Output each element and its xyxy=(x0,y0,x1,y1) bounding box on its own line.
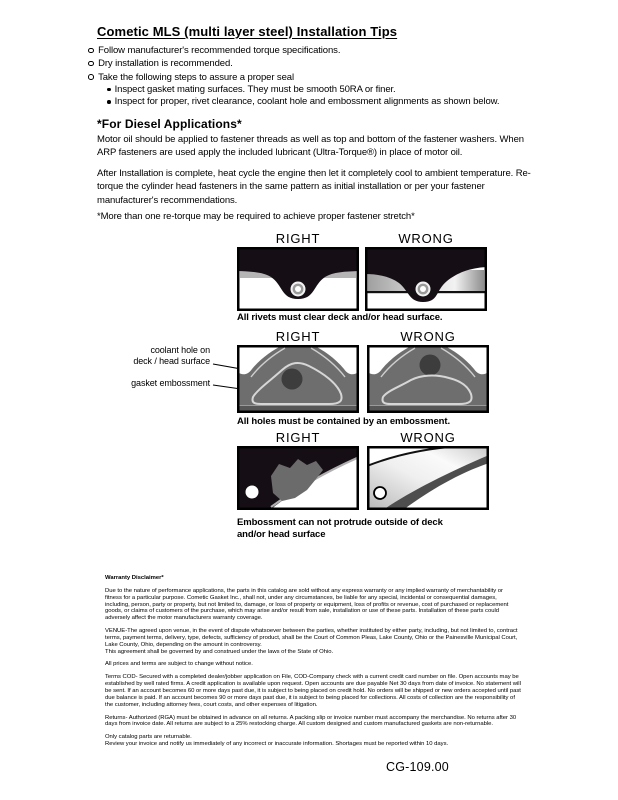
tip-text: Take the following steps to assure a proper seal xyxy=(98,71,294,83)
protrusion-right-diagram xyxy=(237,446,359,510)
warranty-disclaimer xyxy=(105,575,521,754)
rivet-clearance-right-diagram xyxy=(237,247,359,311)
row2-wrong-label: WRONG xyxy=(400,329,456,344)
embossment-right-diagram xyxy=(237,345,359,413)
disclaimer-heading: Warranty Disclaimer* xyxy=(105,575,164,581)
disclaimer-paragraph: Due to the nature of performance applications, the parts in this catalog are sold without any express warranty or any implied warranty of merchantability or fitness for a particular purpose. Cometic Gasket Inc., shall not, under any circumstances, be liable for any special, incidental or consequential damages, including, person, party or property, but not limited to, damage, or loss of property or equipment, loss of profits or revenue, cost of purchased or replacement goods, or claims of customers of the purchase, which may arise and/or result from sale, installation or use of these parts. Installation of these parts could adversely affect the motor manufacturers warranty coverage. xyxy=(105,587,509,622)
diesel-paragraph-1: Motor oil should be applied to fastener threads as well as top and bottom of the fastener washers. When ARP fasteners are used apply the included lubricant (Ultra-Torque®) in place of motor oil. xyxy=(97,134,524,159)
disclaimer-paragraph: Returns- Authorized (RGA) must be obtained in advance on all returns. A packing slip or invoice number must accompany the merchandise. No returns after 30 days from invoice date. All returns are subject to a 25% restocking charge. All custom designed and custom manufactured gaskets are non-returnable. xyxy=(105,714,517,728)
coolant-hole-annotation: coolant hole on deck / head surface xyxy=(133,345,210,366)
tip-text: Dry installation is recommended. xyxy=(98,58,233,70)
coolant-hole xyxy=(420,355,441,376)
row3-caption: Embossment can not protrude outside of deck and/or head surface xyxy=(237,517,443,540)
disclaimer-paragraph: This agreement shall be governed by and construed under the laws of the State of Ohio. xyxy=(105,648,334,655)
coolant-hole xyxy=(282,369,303,390)
tip-item xyxy=(88,44,538,57)
filled-bullet-icon xyxy=(107,88,111,92)
row2-caption: All holes must be contained by an embossment. xyxy=(237,416,450,427)
sub-tips-list xyxy=(107,84,538,109)
row3-right-label: RIGHT xyxy=(275,430,321,445)
sub-tip-item xyxy=(107,96,538,108)
open-circle-bullet-icon xyxy=(88,74,94,80)
rivet-icon xyxy=(291,282,306,297)
gasket-embossment-annotation: gasket embossment xyxy=(131,378,210,388)
protrusion-wrong-diagram xyxy=(367,446,489,510)
filled-bullet-icon xyxy=(107,100,111,104)
sub-tip-text: Inspect gasket mating surfaces. They must be smooth 50RA or finer. xyxy=(114,83,396,95)
rivet-icon xyxy=(416,282,431,297)
disclaimer-paragraph: All prices and terms are subject to change without notice. xyxy=(105,661,253,668)
disclaimer-paragraph: Review your invoice and notify us immediately of any incorrect or inaccurate information. Shortages must be reported within 10 days. xyxy=(105,741,449,748)
bolt-hole xyxy=(374,487,386,499)
page-title: Cometic MLS (multi layer steel) Installation Tips xyxy=(97,24,398,39)
retorque-note: *More than one re-torque may be required to achieve proper fastener stretch* xyxy=(97,211,415,222)
tip-item xyxy=(88,71,538,84)
row1-right-label: RIGHT xyxy=(275,231,321,246)
row1-wrong-label: WRONG xyxy=(398,231,454,246)
bolt-hole xyxy=(246,486,259,499)
diesel-applications-heading: *For Diesel Applications* xyxy=(97,117,242,131)
row3-wrong-label: WRONG xyxy=(400,430,456,445)
open-circle-bullet-icon xyxy=(88,48,94,54)
diesel-paragraph-2: After Installation is complete, heat cycle the engine then let it completely cool to ambient temperature. Re-torque the cylinder head fasteners in the same pattern as initial installation or per your fastener manufacturer's recommendations. xyxy=(97,168,531,206)
page-code: CG-109.00 xyxy=(386,760,449,774)
sub-tip-item xyxy=(107,84,538,96)
rivet-clearance-wrong-diagram xyxy=(365,247,487,311)
sub-tip-text: Inspect for proper, rivet clearance, coolant hole and embossment alignments as shown below. xyxy=(114,96,500,108)
embossment-wrong-diagram xyxy=(367,345,489,413)
row2-right-label: RIGHT xyxy=(275,329,321,344)
disclaimer-paragraph: VENUE-The agreed upon venue, in the event of dispute whatsoever between the parties, whether instituted by either party, including, but not limited to, contract terms, payment terms, delivery, type, defects, sufficiency of product, shall be the Court of Common Pleas, Lake County, Ohio or the Painesville Municipal Court, Lake County, Ohio, depending on the amount in controversy. xyxy=(105,628,518,648)
row1-caption: All rivets must clear deck and/or head surface. xyxy=(237,312,443,323)
disclaimer-paragraph: Only catalog parts are returnable. xyxy=(105,734,192,741)
open-circle-bullet-icon xyxy=(88,61,94,67)
tip-item xyxy=(88,57,538,70)
disclaimer-paragraph: Terms COD- Secured with a completed dealer/jobber application on File, COD-Company check with a current credit card number on file. Open accounts may be established by well rated firms. A credit application is available upon request. Open accounts are due payable Net 30 days from date of invoice. No statement will be sent. If an account becomes 60 or more days past due, it is subject to being placed on credit hold. No orders will be shipped or new orders accepted until past due balance is paid. If an account becomes 90 or more days past due, it is subject to being placed for collections. All costs of collection are the responsibility of the customer, including attorney fees, court costs, and other expenses of litigation. xyxy=(105,674,521,708)
installation-tips-list xyxy=(88,44,538,108)
tip-text: Follow manufacturer's recommended torque specifications. xyxy=(98,45,341,56)
